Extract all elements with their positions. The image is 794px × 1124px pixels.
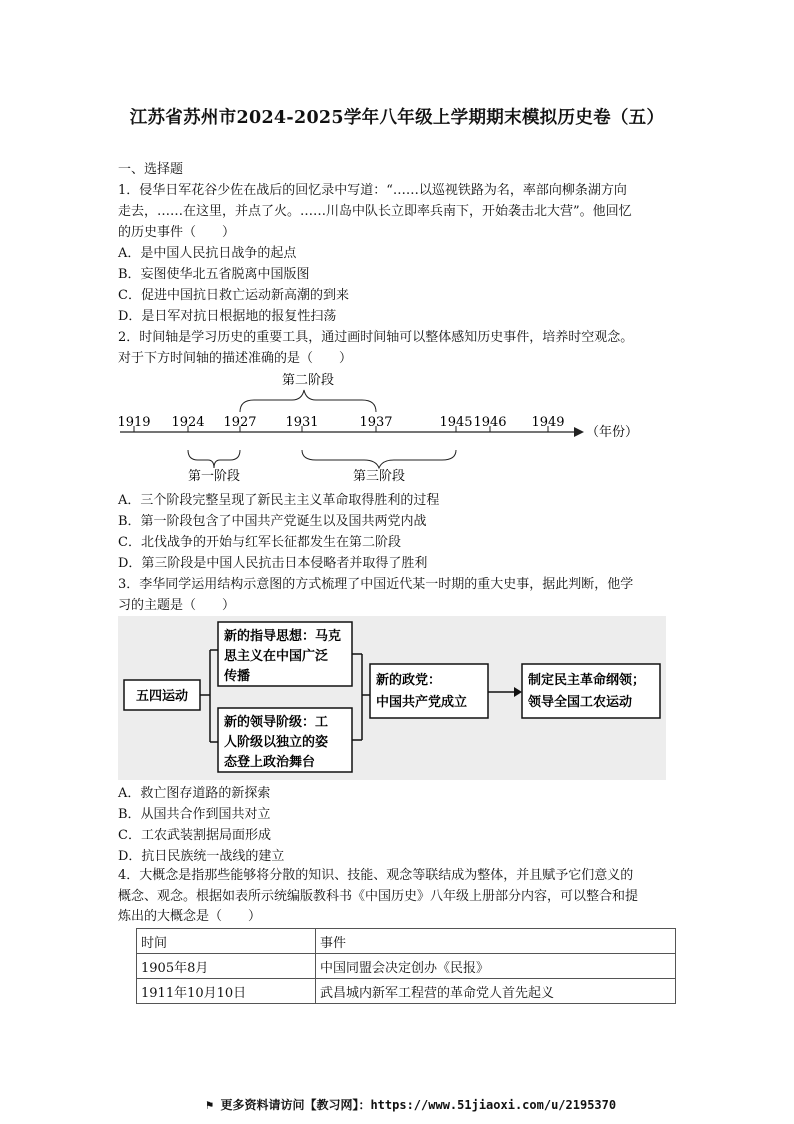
page-title: 江苏省苏州市2024-2025学年八年级上学期期末模拟历史卷（五）: [129, 108, 665, 128]
q1-stem-line-1: 1．侵华日军花谷少佐在战后的回忆录中写道：“……以巡视铁路为名，率部向柳条湖方向: [118, 183, 627, 198]
box-d-line-2: 领导全国工农运动: [528, 695, 633, 710]
q2-option-d: D．第三阶段是中国人民抗击日本侵略者并取得了胜利: [118, 556, 428, 571]
stage2-label: 第二阶段: [281, 373, 335, 388]
q1-stem-line-3: 的历史事件（ ）: [118, 225, 236, 240]
structure-diagram: [118, 616, 666, 780]
table-header-row: [137, 929, 676, 954]
q4-stem-line-3: 炼出的大概念是（ ）: [118, 909, 262, 924]
table-row: [137, 954, 676, 979]
year-1927: 1927: [223, 415, 257, 430]
q3-option-c: C．工农武装割据局面形成: [118, 828, 271, 843]
q1-option-a: A．是中国人民抗日战争的起点: [118, 246, 297, 261]
table-cell-event: 武昌城内新军工程营的革命党人首先起义: [316, 979, 676, 1004]
year-1946: 1946: [473, 415, 507, 430]
box-b-line-3: 态登上政治舞台: [224, 755, 316, 770]
box-b-line-2: 人阶级以独立的姿: [224, 735, 329, 750]
table-header-time: 时间: [137, 929, 316, 954]
q3-option-a: A．救亡图存道路的新探索: [118, 786, 271, 801]
table-cell-event: 中国同盟会决定创办《民报》: [316, 954, 676, 979]
q2-stem-line-2: 对于下方时间轴的描述准确的是（ ）: [118, 351, 353, 366]
year-1937: 1937: [359, 415, 393, 430]
q2-stem-line-1: 2．时间轴是学习历史的重要工具，通过画时间轴可以整体感知历史事件，培养时空观念。: [118, 330, 634, 345]
table-cell-time: 1905年8月: [137, 954, 316, 979]
q3-option-d: D．抗日民族统一战线的建立: [118, 849, 285, 864]
events-table: [136, 928, 676, 1004]
box-d-line-1: 制定民主革命纲领；: [528, 673, 646, 688]
table-row: [137, 979, 676, 1004]
q1-option-b: B．妄图使华北五省脱离中国版图: [118, 267, 310, 282]
box-a-line-2: 思主义在中国广泛: [224, 649, 329, 664]
year-1924: 1924: [171, 415, 205, 430]
timeline-unit: （年份）: [586, 425, 639, 440]
q2-option-b: B．第一阶段包含了中国共产党诞生以及国共两党内战: [118, 514, 427, 529]
box-c-line-1: 新的政党：: [376, 673, 442, 688]
box-a-line-1: 新的指导思想：马克: [224, 629, 342, 644]
q3-stem-line-1: 3．李华同学运用结构示意图的方式梳理了中国近代某一时期的重大史事，据此判断，他学: [118, 577, 634, 592]
q2-option-a: A．三个阶段完整呈现了新民主主义革命取得胜利的过程: [118, 493, 440, 508]
flag-icon: ⚑: [206, 1098, 221, 1112]
year-1931: 1931: [285, 415, 319, 430]
q1-option-d: D．是日军对抗日根据地的报复性扫荡: [118, 309, 337, 324]
footer-link[interactable]: [206, 1096, 616, 1113]
box-b-line-1: 新的领导阶级：工: [224, 715, 329, 730]
box-a-line-3: 传播: [224, 669, 251, 684]
year-1945: 1945: [439, 415, 473, 430]
stage1-label: 第一阶段: [187, 469, 241, 484]
year-1919: 1919: [117, 415, 151, 430]
footer-text: 更多资料请访问【教习网】：https://www.51jiaoxi.com/u/2195370: [220, 1098, 617, 1112]
q1-option-c: C．促进中国抗日救亡运动新高潮的到来: [118, 288, 349, 303]
table-cell-time: 1911年10月10日: [137, 979, 316, 1004]
timeline-figure: [114, 368, 644, 490]
q1-stem-line-2: 走去，……在这里，并点了火。……川岛中队长立即率兵南下，开始袭击北大营”。他回忆: [118, 204, 632, 219]
box-c-line-2: 中国共产党成立: [376, 695, 468, 710]
q3-stem-line-2: 习的主题是（ ）: [118, 598, 236, 613]
table-header-event: 事件: [316, 929, 676, 954]
year-1949: 1949: [531, 415, 565, 430]
q4-stem-line-2: 概念、观念。根据如表所示统编版教科书《中国历史》八年级上册部分内容，可以整合和提: [118, 889, 639, 904]
q4-stem-line-1: 4．大概念是指那些能够将分散的知识、技能、观念等联结成为整体，并且赋予它们意义的: [118, 868, 634, 883]
root-label: 五四运动: [135, 689, 189, 704]
q2-option-c: C．北伐战争的开始与红军长征都发生在第二阶段: [118, 535, 401, 550]
stage3-label: 第三阶段: [352, 469, 406, 484]
q3-option-b: B．从国共合作到国共对立: [118, 807, 271, 822]
section-heading: 一、选择题: [118, 162, 184, 177]
